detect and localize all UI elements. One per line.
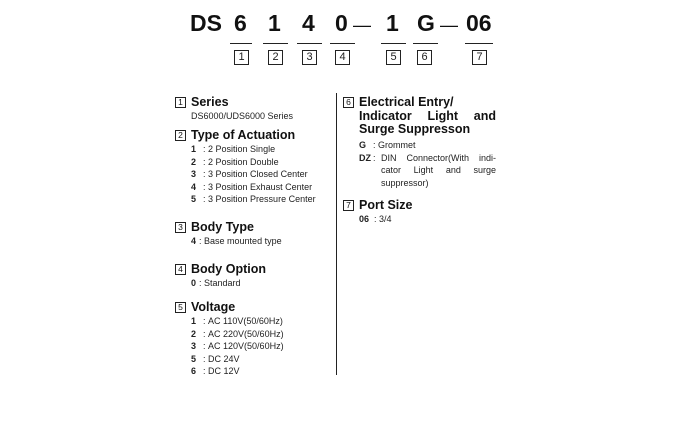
code-digit-voltage: 1 [386,10,399,36]
list-item: 4 : Base mounted type [191,236,282,246]
code-underline [413,43,438,44]
list-item: 4 : 3 Position Exhaust Center [191,181,313,192]
list-item: 6 : DC 12V [191,366,240,377]
list-item: 3 : 3 Position Closed Center [191,169,308,180]
section-title: Body Option [191,262,266,276]
list-item: 3 : AC 120V(50/60Hz) [191,341,284,352]
section-title: Body Type [191,220,254,234]
section-body-type [175,220,282,248]
section-number-box: 3 [175,222,186,233]
code-underline [297,43,322,44]
code-box-3: 3 [302,50,317,65]
section-title: Voltage [191,300,236,314]
code-box-1: 1 [234,50,249,65]
section-number-box: 5 [175,302,186,313]
code-underline [330,43,355,44]
section-electrical-entry [343,95,496,189]
code-box-5: 5 [386,50,401,65]
list-item: 1 : AC 110V(50/60Hz) [191,316,283,326]
section-title: Port Size [359,198,413,212]
list-item: 06 : 3/4 [359,214,392,224]
list-item: DZ : DIN Connector(With indi- cator Light and surge suppressor) [359,152,496,188]
section-title: Type of Actuation [191,128,296,142]
code-underline [465,43,493,44]
code-digit-body-option: 0 [335,10,348,36]
list-item: 5 : 3 Position Pressure Center [191,194,316,205]
code-underline [230,43,252,44]
section-title: Series [191,95,229,109]
column-divider [336,93,337,375]
section-number-box: 1 [175,97,186,108]
code-underline [263,43,288,44]
section-title: Electrical Entry/ [359,95,454,109]
section-body-option [175,262,266,290]
section-title-line: Indicator Light and [359,109,496,123]
section-number-box: 6 [343,97,354,108]
list-item: 2 : 2 Position Double [191,156,279,167]
code-dash: — [440,15,458,35]
section-type-of-actuation [175,128,316,206]
code-digit-electrical: G [417,10,435,36]
code-dash: — [353,15,371,35]
section-series [175,95,293,123]
section-number-box: 2 [175,130,186,141]
code-box-6: 6 [417,50,432,65]
code-digit-port-size: 06 [466,10,492,36]
code-box-4: 4 [335,50,350,65]
section-port-size [343,198,413,226]
section-number-box: 7 [343,200,354,211]
section-title-line: Surge Suppresson [359,122,471,136]
section-number-box: 4 [175,264,186,275]
section-voltage [175,300,284,378]
model-prefix: DS [190,10,222,36]
code-box-2: 2 [268,50,283,65]
series-value: DS6000/UDS6000 Series [191,111,294,121]
code-underline [381,43,406,44]
code-box-7: 7 [472,50,487,65]
code-digit-series: 6 [234,10,247,36]
list-item: 2 : AC 220V(50/60Hz) [191,328,284,339]
list-item: G : Grommet [359,140,416,150]
list-item: 0 : Standard [191,278,241,288]
list-item: 5 : DC 24V [191,353,240,364]
code-digit-actuation: 1 [268,10,281,36]
code-digit-body-type: 4 [302,10,315,36]
list-item: 1 : 2 Position Single [191,144,276,154]
